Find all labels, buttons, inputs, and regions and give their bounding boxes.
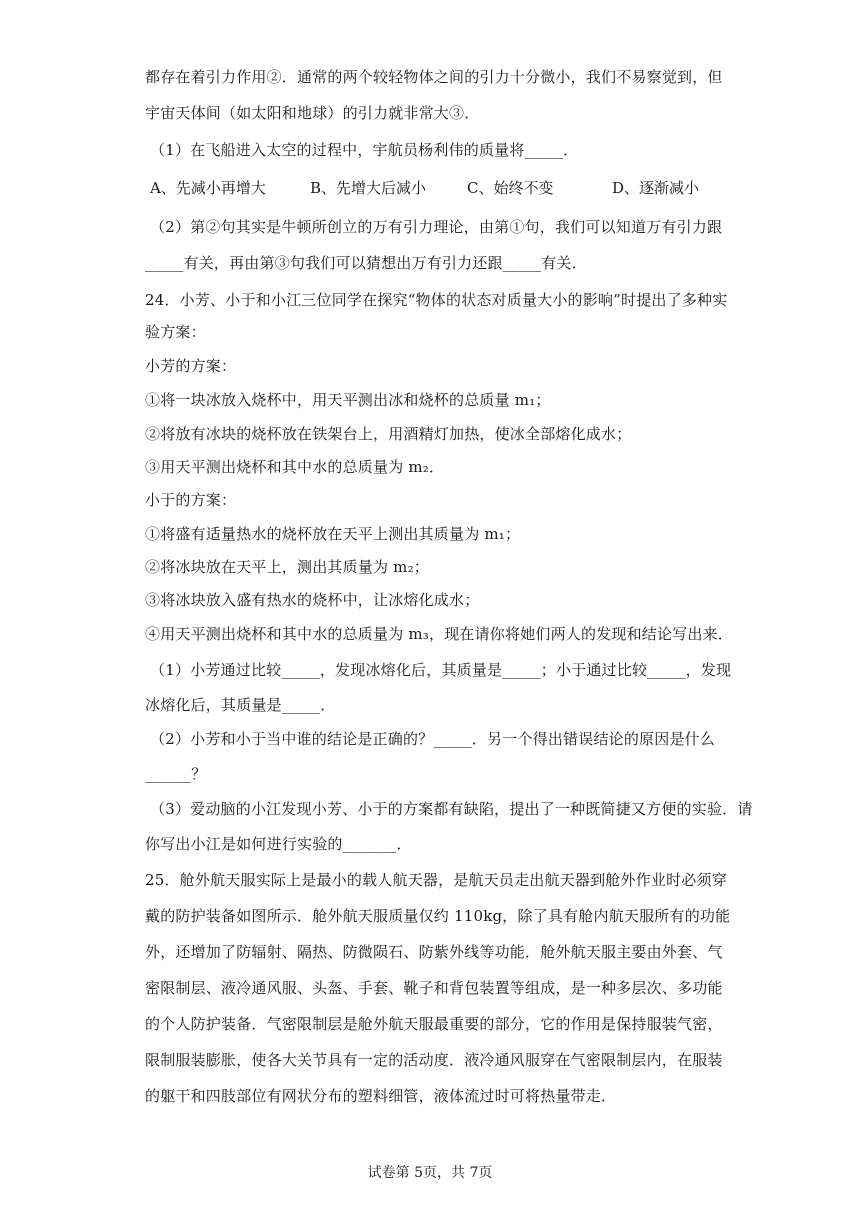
text-line: ②将冰块放在天平上，测出其质量为 m₂； <box>145 558 430 576</box>
text-line: 都存在着引力作用②．通常的两个较轻物体之间的引力十分微小，我们不易察觉到，但 <box>145 68 723 86</box>
text-line: ③用天平测出烧杯和其中水的总质量为 m₂． <box>145 458 445 476</box>
text-line: 验方案： <box>145 323 206 341</box>
text-line: 宇宙天体间（如太阳和地球）的引力就非常大③． <box>145 104 480 122</box>
text-line: 小芳的方案： <box>145 357 237 375</box>
text-line: ④用天平测出烧杯和其中水的总质量为 m₃，现在请你将她们两人的发现和结论写出来． <box>145 625 734 643</box>
question-2: （2）第②句其实是牛顿所创立的万有引力理论，由第①句，我们可以知道万有引力跟 <box>150 218 723 236</box>
text-line: ②将放有冰块的烧杯放在铁架台上，用酒精灯加热，使冰全部熔化成水； <box>145 425 632 443</box>
text-line: 的个人防护装备．气密限制层是舱外航天服最重要的部分，它的作用是保持服装气密， <box>145 1015 723 1033</box>
option-a: A、先减小再增大 <box>150 179 266 197</box>
question-24: 24．小芳、小于和小江三位同学在探究“物体的状态对质量大小的影响”时提出了多种实 <box>145 291 728 309</box>
text-line: 限制服装膨胀，使各大关节具有一定的活动度．液冷通风服穿在气密限制层内，在服装 <box>145 1051 723 1069</box>
page-footer: 试卷第 5页，共 7页 <box>367 1165 493 1181</box>
text-line: 密限制层、液冷通风服、头盔、手套、靴子和背包装置等组成，是一种多层次、多功能 <box>145 979 723 997</box>
text-line: 戴的防护装备如图所示．舱外航天服质量仅约 110kg，除了具有舱内航天服所有的功能 <box>145 907 731 925</box>
question-1: （1）在飞船进入太空的过程中，宇航员杨利伟的质量将_____． <box>150 141 579 159</box>
text-line: 冰熔化后，其质量是_____． <box>145 696 336 714</box>
text-line: 小于的方案： <box>145 491 237 509</box>
text-line: 的躯干和四肢部位有网状分布的塑料细管，液体流过时可将热量带走． <box>145 1087 617 1105</box>
question-24-3: （3）爱动脑的小江发现小芳、小于的方案都有缺陷，提出了一种既简捷又方便的实验．请 <box>150 800 753 818</box>
text-line: ①将一块冰放入烧杯中，用天平测出冰和烧杯的总质量 m₁； <box>145 391 551 409</box>
option-c: C、始终不变 <box>467 179 554 197</box>
text-line: 外，还增加了防辐射、隔热、防微陨石、防紫外线等功能．舱外航天服主要由外套、气 <box>145 943 723 961</box>
text-line: _____有关，再由第③句我们可以猜想出万有引力还跟_____有关． <box>145 254 587 272</box>
text-line: ③将冰块放入盛有热水的烧杯中，让冰熔化成水； <box>145 591 480 609</box>
option-b: B、先增大后减小 <box>310 179 427 197</box>
question-24-1: （1）小芳通过比较_____，发现冰熔化后，其质量是_____；小于通过比较_____，发现 <box>150 661 732 679</box>
question-24-2: （2）小芳和小于当中谁的结论是正确的？_____．另一个得出错误结论的原因是什么 <box>150 730 716 748</box>
text-line: ______？ <box>145 765 207 783</box>
question-25: 25．舱外航天服实际上是最小的载人航天器，是航天员走出航天器到舱外作业时必须穿 <box>145 871 727 889</box>
text-line: 你写出小江是如何进行实验的_______． <box>145 835 412 853</box>
text-line: ①将盛有适量热水的烧杯放在天平上测出其质量为 m₁； <box>145 525 521 543</box>
option-d: D、逐渐减小 <box>612 179 700 197</box>
